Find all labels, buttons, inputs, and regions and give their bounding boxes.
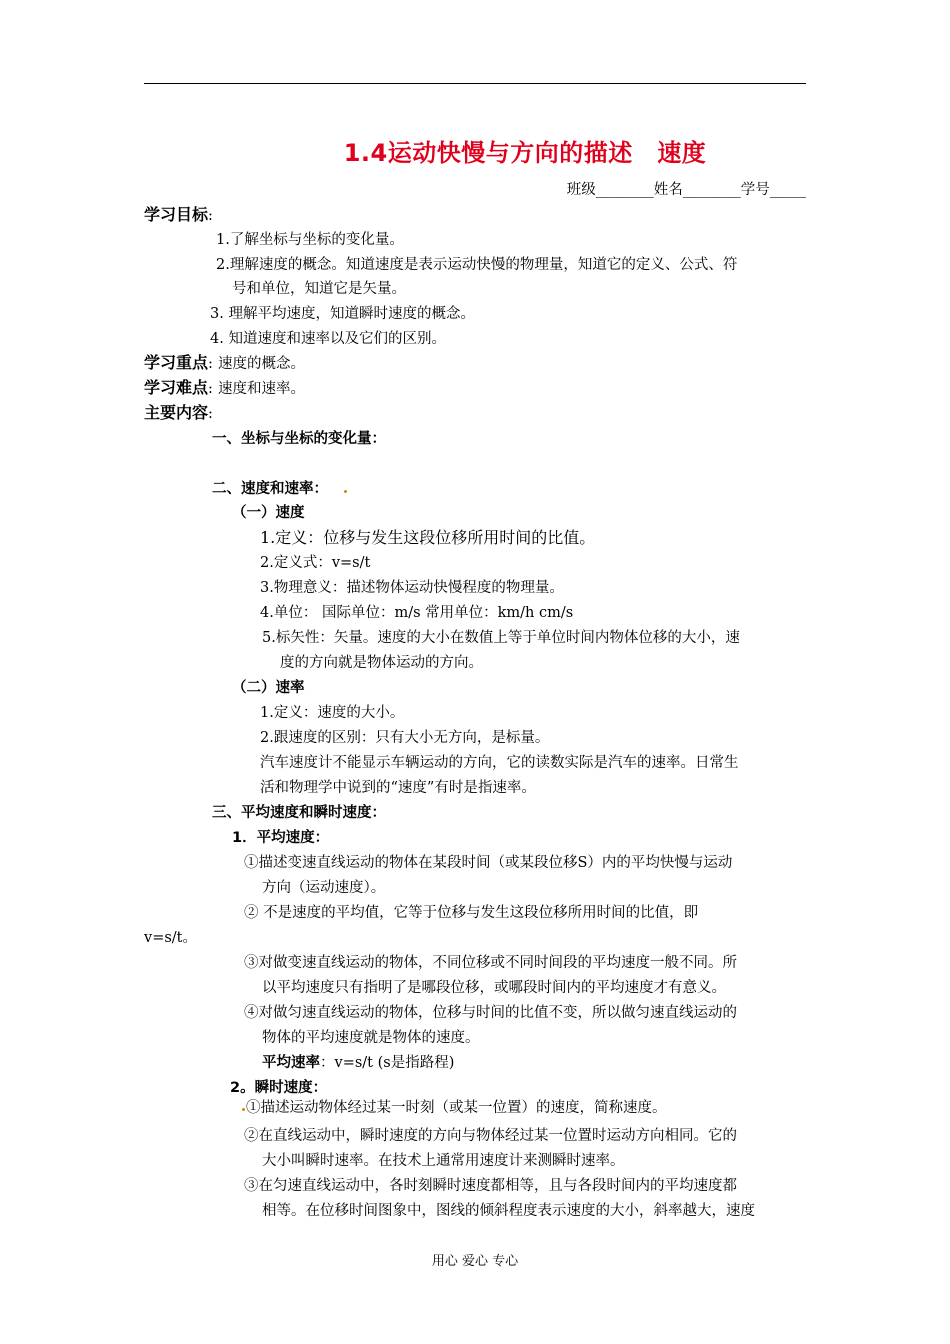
- subsection-rate: （二）速率: [232, 680, 305, 696]
- avg-item-3: ③对做变速直线运动的物体，不同位移或不同时间段的平均速度一般不同。所: [244, 955, 737, 971]
- annotation-dot: [242, 1108, 245, 1111]
- avg-item-4: ④对做匀速直线运动的物体，位移与时间的比值不变，所以做匀速直线运动的: [244, 1005, 737, 1021]
- speed-item-1: 1.定义：位移与发生这段位移所用时间的比值。: [260, 528, 596, 547]
- key-point-colon: :: [208, 356, 213, 372]
- difficulty-colon: :: [208, 381, 213, 397]
- rate-note-2: 活和物理学中说到的“速度”有时是指速率。: [260, 780, 536, 796]
- avg-item-2-cont: v=s/t。: [144, 930, 197, 946]
- content-heading: [144, 400, 213, 423]
- inst-item-1: ①描述运动物体经过某一时刻（或某一位置）的速度，简称速度。: [246, 1100, 667, 1116]
- avg-item-1: ①描述变速直线运动的物体在某段时间（或某段位移S）内的平均快慢与运动: [244, 855, 733, 871]
- objective-4: 4. 知道速度和速率以及它们的区别。: [210, 331, 446, 347]
- section-1-heading: 一、坐标与坐标的变化量：: [212, 431, 386, 447]
- difficulty-label: 学习难点: [144, 378, 209, 397]
- header-rule: [144, 83, 806, 84]
- difficulty-text: 速度和速率。: [218, 381, 305, 397]
- key-point-row: [144, 350, 305, 373]
- content-colon: :: [208, 406, 213, 422]
- class-name-id-line: 班级________姓名________学号_____: [566, 182, 806, 198]
- avg-item-3-cont: 以平均速度只有指明了是哪段位移，或哪段时间内的平均速度才有意义。: [262, 980, 726, 996]
- inst-item-3: ③在匀速直线运动中，各时刻瞬时速度都相等，且与各段时间内的平均速度都: [244, 1178, 737, 1194]
- rate-item-1: 1.定义：速度的大小。: [260, 705, 405, 721]
- average-velocity-heading: 1．平均速度：: [232, 830, 330, 846]
- objectives-heading: [144, 202, 213, 225]
- speed-item-4: 4.单位： 国际单位：m/s 常用单位：km/h cm/s: [260, 605, 574, 621]
- section-2-heading: 二、速度和速率：: [212, 481, 328, 497]
- inst-item-2-cont: 大小叫瞬时速率。在技术上通常用速度计来测瞬时速率。: [262, 1153, 625, 1169]
- difficulty-row: [144, 375, 305, 398]
- subsection-speed: （一）速度: [232, 505, 305, 521]
- speed-item-3: 3.物理意义：描述物体运动快慢程度的物理量。: [260, 580, 564, 596]
- avg-item-1-cont: 方向（运动速度）。: [262, 880, 386, 896]
- objectives-label: 学习目标: [144, 205, 209, 224]
- average-speed-label: 平均速率: [262, 1055, 320, 1071]
- average-speed-row: [262, 1051, 454, 1072]
- instantaneous-velocity-heading: 2。瞬时速度：: [230, 1080, 328, 1096]
- speed-item-5-cont: 度的方向就是物体运动的方向。: [280, 655, 483, 671]
- objectives-colon: :: [208, 208, 213, 224]
- key-point-text: 速度的概念。: [218, 356, 305, 372]
- objective-2: 2.理解速度的概念。知道速度是表示运动快慢的物理量，知道它的定义、公式、符: [216, 257, 738, 273]
- rate-note-1: 汽车速度计不能显示车辆运动的方向，它的读数实际是汽车的速率。日常生: [260, 755, 739, 771]
- speed-item-2: 2.定义式：v=s/t: [260, 555, 371, 571]
- objective-1: 1.了解坐标与坐标的变化量。: [216, 232, 404, 248]
- average-speed-formula: ：v=s/t (s是指路程): [320, 1055, 455, 1071]
- avg-item-2: ② 不是速度的平均值，它等于位移与发生这段位移所用时间的比值，即: [244, 905, 699, 921]
- objective-3: 3. 理解平均速度，知道瞬时速度的概念。: [210, 306, 475, 322]
- inst-item-3-cont: 相等。在位移时间图象中，图线的倾斜程度表示速度的大小，斜率越大，速度: [262, 1203, 755, 1219]
- key-point-label: 学习重点: [144, 353, 209, 372]
- section-3-heading: 三、平均速度和瞬时速度：: [212, 805, 386, 821]
- speed-item-5: 5.标矢性：矢量。速度的大小在数值上等于单位时间内物体位移的大小，速: [262, 630, 740, 646]
- page-footer: 用心 爱心 专心: [431, 1254, 519, 1269]
- inst-item-2: ②在直线运动中，瞬时速度的方向与物体经过某一位置时运动方向相同。它的: [244, 1128, 737, 1144]
- rate-item-2: 2.跟速度的区别：只有大小无方向，是标量。: [260, 730, 550, 746]
- content-label: 主要内容: [144, 403, 209, 422]
- avg-item-4-cont: 物体的平均速度就是物体的速度。: [262, 1030, 480, 1046]
- annotation-dot: [344, 490, 347, 493]
- objective-2-cont: 号和单位，知道它是矢量。: [232, 281, 406, 297]
- page-title: 1.4运动快慢与方向的描述 速度: [343, 139, 707, 167]
